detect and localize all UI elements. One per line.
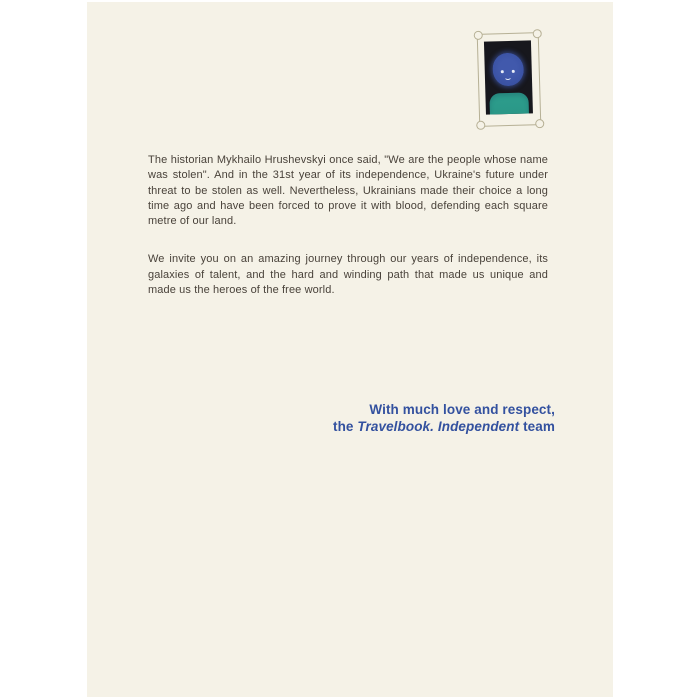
intro-paragraph: The historian Mykhailo Hrushevskyi once said, "We are the people whose name was stolen". And in the 31st year of its independence, Ukraine's future under threat to be stolen as well. Nevertheless, Ukrainians made their choice a long time ago and have been forced to prove it with blood, defending each square metre of our land. bbox=[148, 154, 548, 228]
character-head-icon bbox=[492, 53, 524, 87]
signature-line-2-suffix: team bbox=[519, 418, 555, 434]
character-eye-right bbox=[512, 70, 515, 73]
signature-line-2 bbox=[333, 419, 555, 436]
signature-line-2-prefix: the bbox=[332, 418, 358, 434]
portrait-photo bbox=[484, 40, 533, 114]
invitation-paragraph: We invite you on an amazing journey through our years of independence, its galaxies of talent, and the hard and winding path that made us unique and made us the heroes of the free world. bbox=[148, 253, 548, 297]
frame-knob-bottom-right bbox=[535, 119, 544, 128]
signature bbox=[333, 402, 555, 435]
frame-knob-top-left bbox=[474, 31, 483, 40]
signature-line-1: With much love and respect, bbox=[369, 402, 555, 417]
frame-knob-top-right bbox=[533, 29, 542, 38]
portrait-frame bbox=[477, 32, 542, 127]
frame-knob-bottom-left bbox=[476, 121, 485, 130]
character-smile bbox=[504, 75, 512, 80]
character-eye-left bbox=[501, 70, 504, 73]
character-sweater bbox=[489, 92, 529, 114]
signature-team-name: Travelbook. Independent bbox=[357, 418, 520, 434]
body-text bbox=[148, 153, 548, 298]
page bbox=[87, 2, 613, 697]
